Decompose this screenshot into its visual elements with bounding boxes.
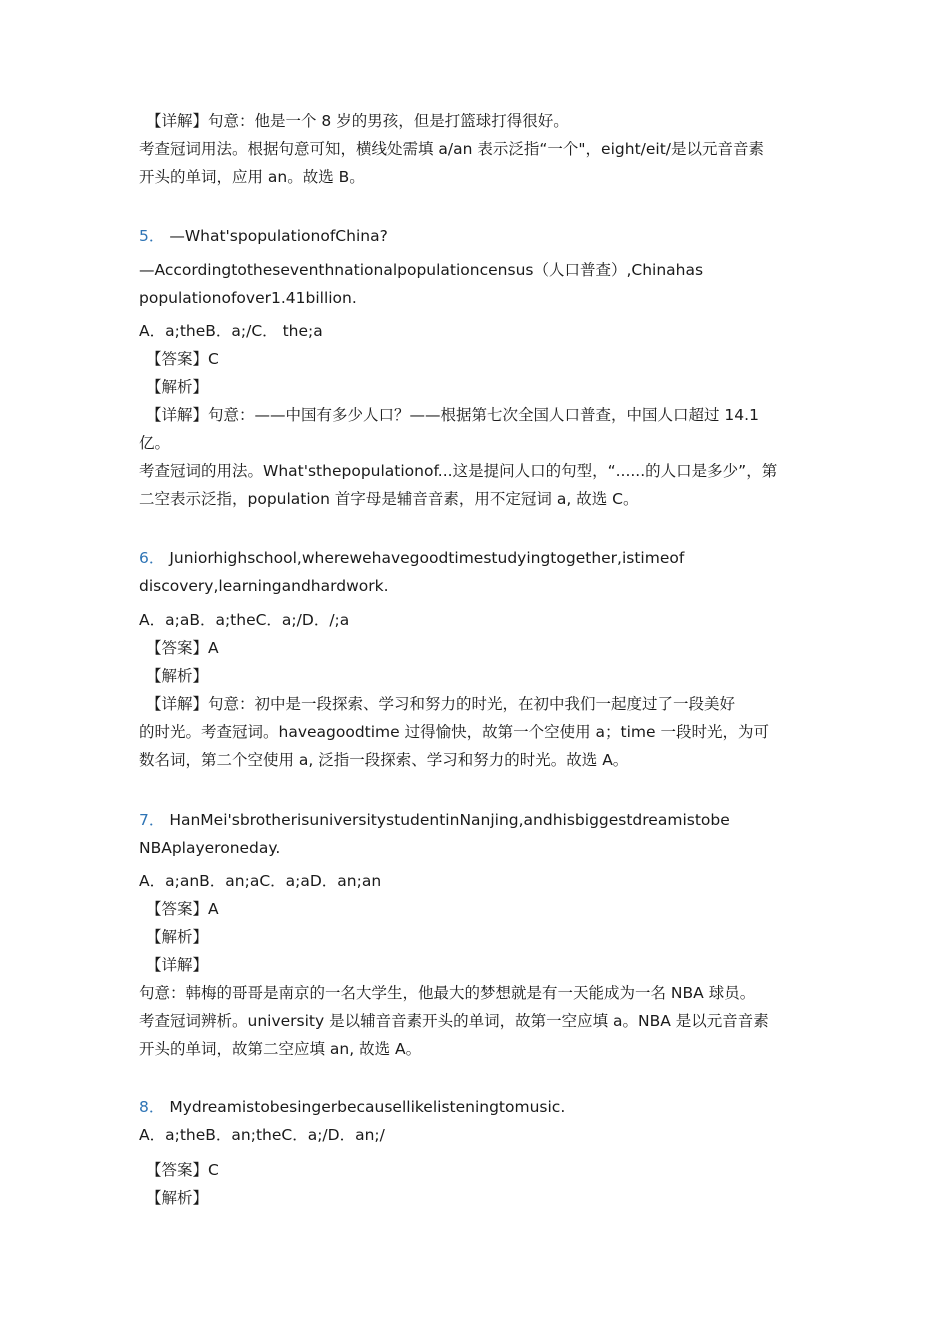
question-number: 8．	[139, 1098, 165, 1116]
explanation-line: 二空表示泛指，population 首字母是辅音音素，用不定冠词 a, 故选 C。	[139, 490, 639, 508]
answer-options: A．a;aB．a;theC．a;/D．/;a	[139, 611, 350, 629]
explanation-line: 【详解】句意：——中国有多少人口？——根据第七次全国人口普查，中国人口超过 14.1	[146, 406, 759, 424]
answer-options: A．a;anB．an;aC．a;aD．an;an	[139, 872, 382, 890]
explanation-line: 句意：韩梅的哥哥是南京的一名大学生，他最大的梦想就是有一天能成为一名 NBA 球员。	[139, 984, 756, 1002]
explanation-line: 【详解】句意：初中是一段探索、学习和努力的时光，在初中我们一起度过了一段美好	[146, 695, 736, 713]
explanation-line: 开头的单词，应用 an。故选 B。	[139, 168, 365, 186]
question-8	[139, 1097, 565, 1117]
question-text: Mydreamistobesingerbecausellikelisteningtomusic.	[169, 1098, 566, 1116]
question-text: —What'spopulationofChina?	[169, 227, 388, 245]
question-text-line: —Accordingtotheseventhnationalpopulationcensus（人口普查）,Chinahas	[139, 261, 704, 279]
detail-label: 【详解】	[146, 956, 209, 974]
explanation-line: 数名词，第二个空使用 a, 泛指一段探索、学习和努力的时光。故选 A。	[139, 751, 629, 769]
explanation-line: 【详解】句意：他是一个 8 岁的男孩，但是打篮球打得很好。	[146, 112, 569, 130]
analysis-label: 【解析】	[146, 1189, 209, 1207]
question-6	[139, 548, 684, 568]
question-number: 5．	[139, 227, 165, 245]
question-number: 6．	[139, 549, 165, 567]
answer-label: 【答案】A	[146, 900, 219, 918]
question-text-line: populationofover1.41billion.	[139, 289, 357, 307]
answer-options: A．a;theB．a;/C． the;a	[139, 322, 323, 340]
analysis-label: 【解析】	[146, 378, 209, 396]
question-5	[139, 226, 388, 246]
answer-label: 【答案】C	[146, 350, 219, 368]
analysis-label: 【解析】	[146, 667, 209, 685]
explanation-line: 亿。	[139, 434, 171, 452]
answer-label: 【答案】C	[146, 1161, 219, 1179]
explanation-line: 考查冠词用法。根据句意可知，横线处需填 a/an 表示泛指“一个"，eight/eit/是以元音音素	[139, 140, 765, 158]
answer-options: A．a;theB．an;theC．a;/D．an;/	[139, 1126, 385, 1144]
question-7	[139, 810, 730, 830]
question-text-line: NBAplayeroneday.	[139, 839, 281, 857]
answer-label: 【答案】A	[146, 639, 219, 657]
question-text: Juniorhighschool,wherewehavegoodtimestudyingtogether,istimeof	[169, 549, 685, 567]
explanation-line: 开头的单词，故第二空应填 an, 故选 A。	[139, 1040, 422, 1058]
analysis-label: 【解析】	[146, 928, 209, 946]
explanation-line: 的时光。考查冠词。haveagoodtime 过得愉快，故第一个空使用 a；time 一段时光，为可	[139, 723, 769, 741]
question-text-line: discovery,learningandhardwork.	[139, 577, 389, 595]
question-text: HanMei'sbrotherisuniversitystudentinNanjing,andhisbiggestdreamistobe	[169, 811, 730, 829]
explanation-line: 考查冠词辨析。university 是以辅音音素开头的单词，故第一空应填 a。NBA 是以元音音素	[139, 1012, 769, 1030]
explanation-line: 考查冠词的用法。What'sthepopulationof...这是提问人口的句型，“......的人口是多少”，第	[139, 462, 778, 480]
question-number: 7．	[139, 811, 165, 829]
